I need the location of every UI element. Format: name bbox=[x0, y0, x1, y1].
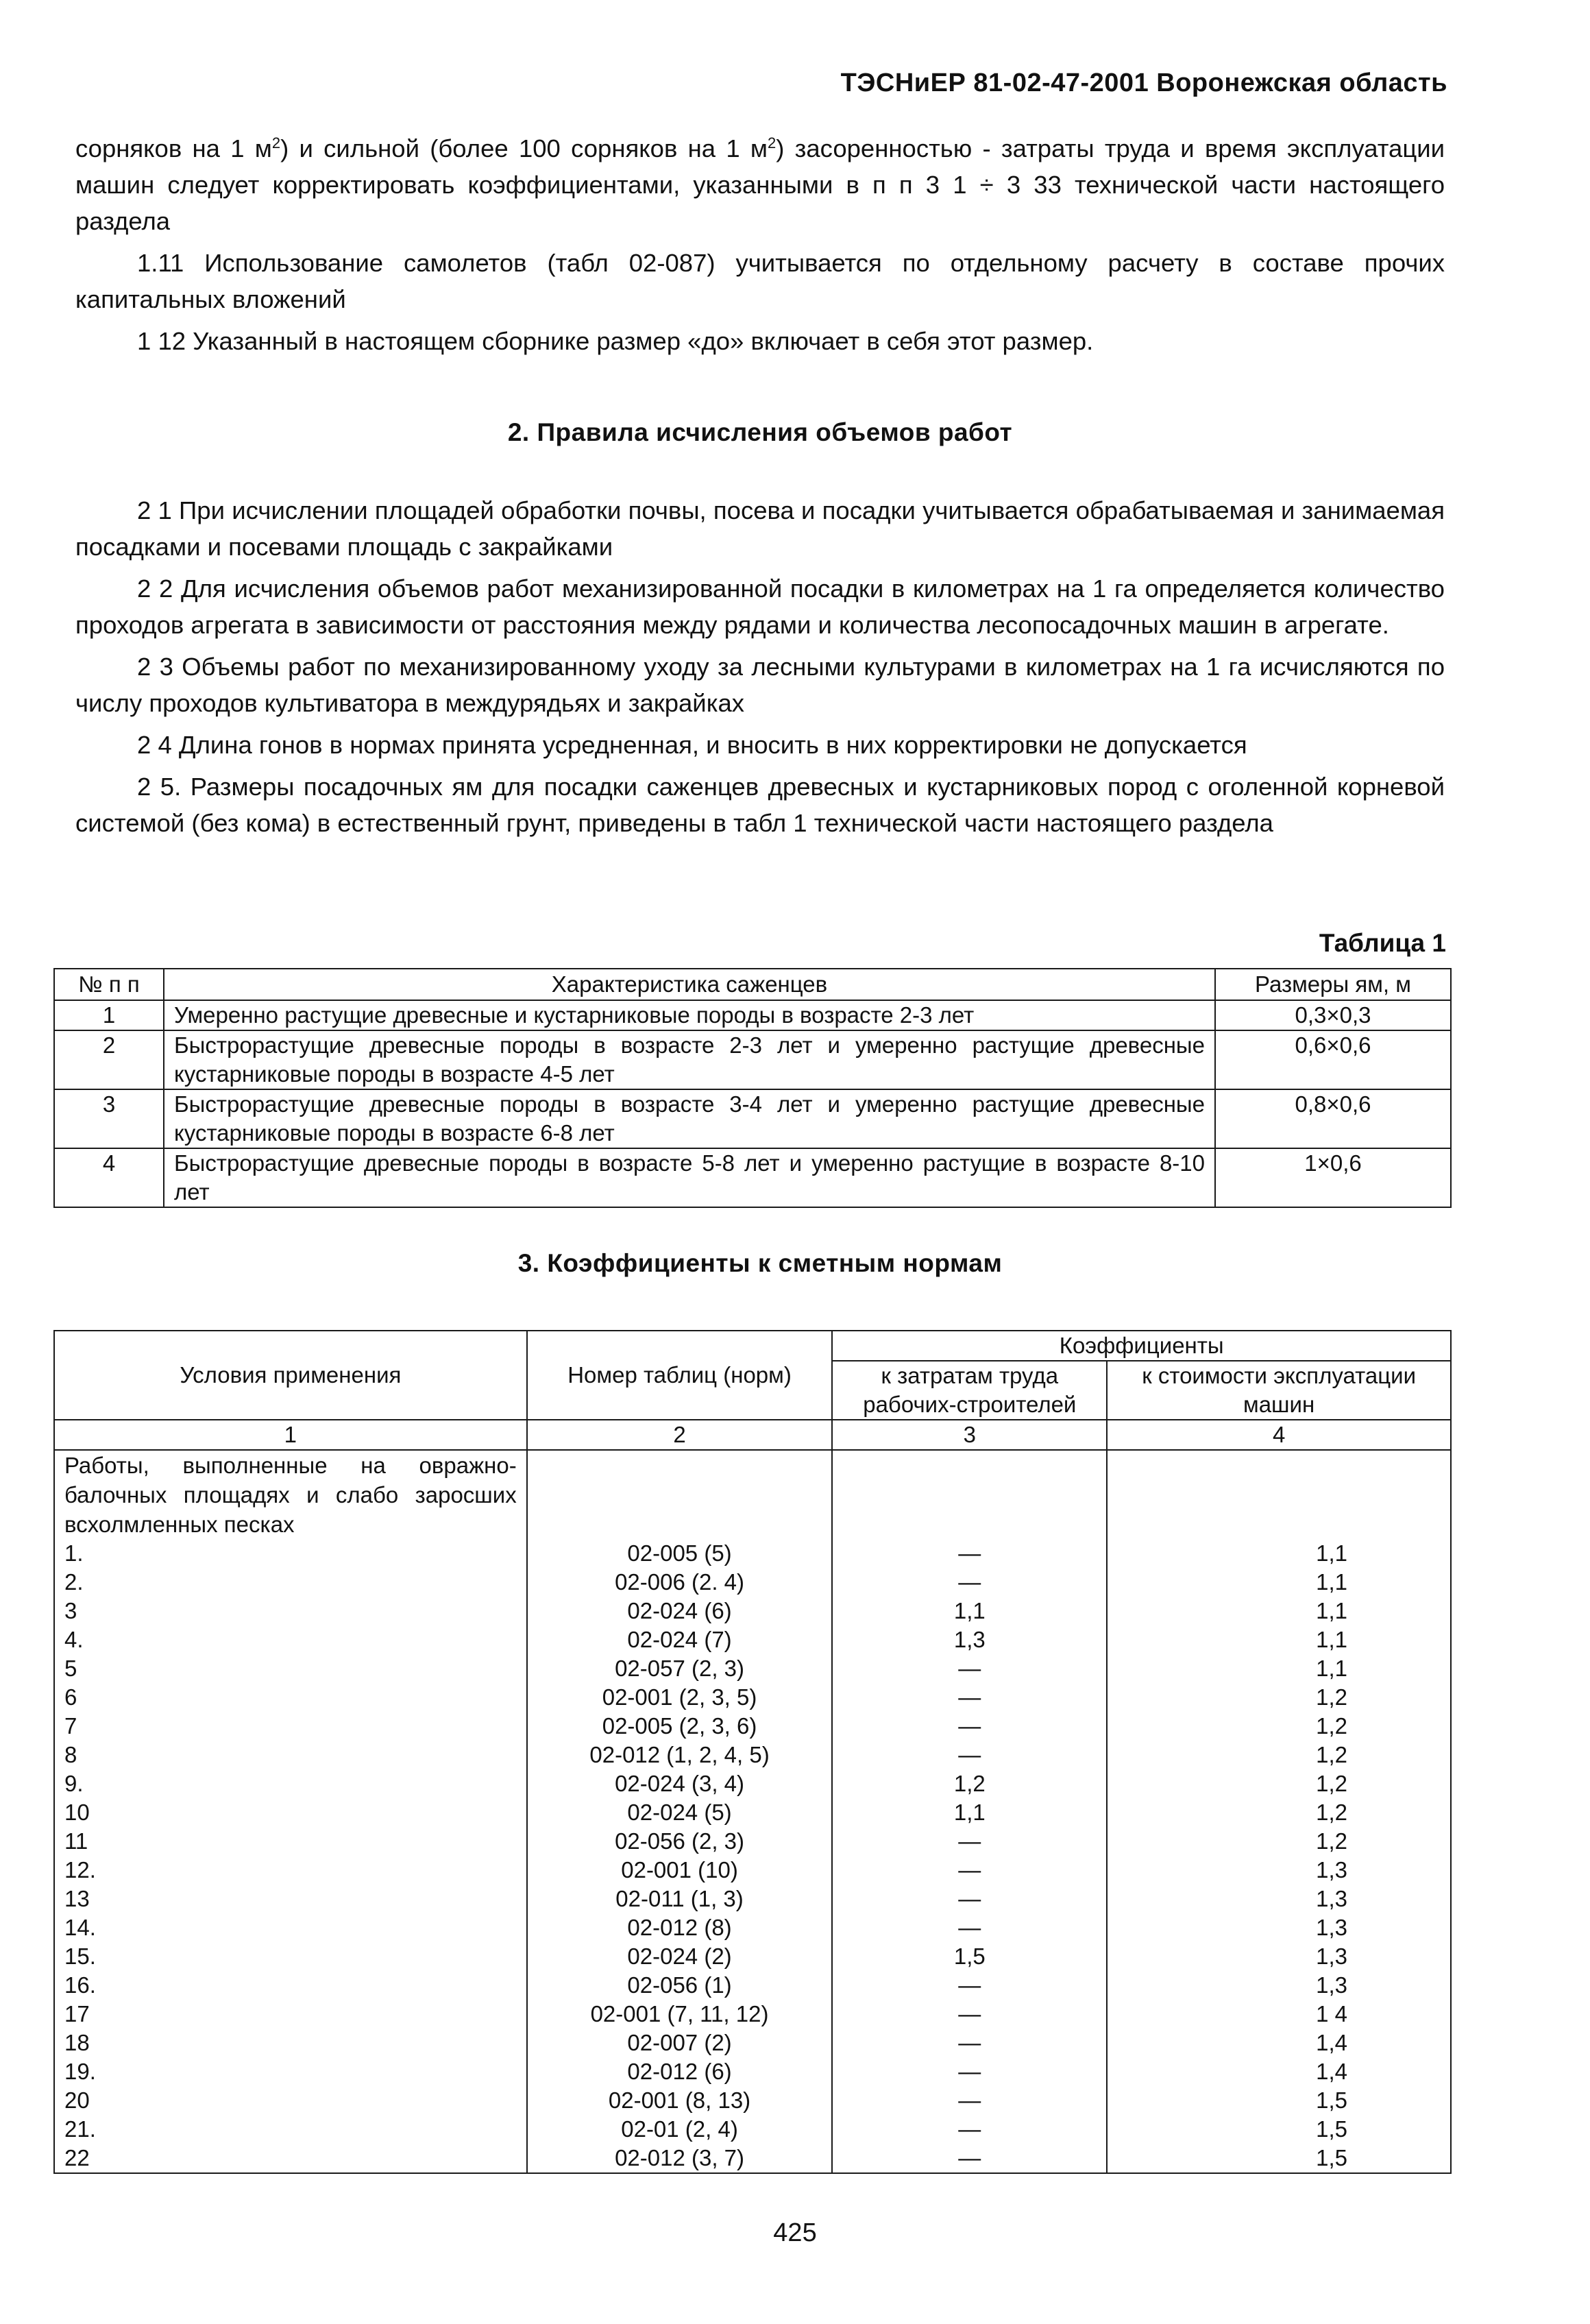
machine-coefficient: 1,1 bbox=[1107, 1568, 1451, 1597]
table-numbers: 02-024 (3, 4) bbox=[527, 1769, 833, 1798]
machine-coefficient: 1,1 bbox=[1107, 1597, 1451, 1625]
intro-paragraph-3: 1 12 Указанный в настоящем сборнике размер «до» включает в себя этот размер. bbox=[137, 327, 1094, 355]
seedling-description: Быстрорастущие древесные породы в возрасте 2-3 лет и умеренно растущие древесные кустарниковые породы в возрасте 4-5 лет bbox=[164, 1030, 1215, 1089]
machine-coefficient: 1,3 bbox=[1107, 1971, 1451, 2000]
running-header: ТЭСНиЕР 81-02-47-2001 Воронежская область bbox=[840, 69, 1447, 97]
table-numbers: 02-001 (2, 3, 5) bbox=[527, 1683, 833, 1712]
table-row bbox=[54, 1798, 1451, 1827]
group-conditions: Работы, выполненные на овражно-балочных площадях и слабо заросших всхолмленных песках bbox=[54, 1450, 527, 1539]
table-row bbox=[54, 1148, 1451, 1207]
seedling-description: Быстрорастущие древесные породы в возрасте 3-4 лет и умеренно растущие древесные кустарниковые породы в возрасте 6-8 лет bbox=[164, 1089, 1215, 1148]
table-row bbox=[54, 1654, 1451, 1683]
machine-coefficient: 1,2 bbox=[1107, 1683, 1451, 1712]
row-number: 6 bbox=[54, 1683, 527, 1712]
row-number: 16. bbox=[54, 1971, 527, 2000]
row-number: 2 bbox=[54, 1030, 164, 1089]
table-numbers: 02-01 (2, 4) bbox=[527, 2115, 833, 2144]
pit-size: 0,3×0,3 bbox=[1215, 1000, 1451, 1030]
table-1-caption: Таблица 1 bbox=[1319, 929, 1446, 957]
table-numbers: 02-005 (5) bbox=[527, 1539, 833, 1568]
table-numbers: 02-012 (6) bbox=[527, 2057, 833, 2086]
machine-coefficient: 1,4 bbox=[1107, 2057, 1451, 2086]
section-2-text bbox=[75, 492, 1445, 841]
rule-paragraph: 2 3 Объемы работ по механизированному уходу за лесными культурами в километрах на 1 га исчисляются по числу проходов культиватора в междурядьях и закрайках bbox=[75, 653, 1445, 717]
machine-coefficient: 1,2 bbox=[1107, 1712, 1451, 1741]
labor-coefficient: — bbox=[832, 1654, 1107, 1683]
machine-coefficient: 1,5 bbox=[1107, 2115, 1451, 2144]
table-numbers: 02-056 (2, 3) bbox=[527, 1827, 833, 1856]
column-index: 4 bbox=[1107, 1420, 1451, 1450]
column-header-machines: к стоимости эксплуатации машин bbox=[1107, 1361, 1451, 1420]
machine-coefficient: 1,2 bbox=[1107, 1741, 1451, 1769]
machine-coefficient: 1,3 bbox=[1107, 1942, 1451, 1971]
rule-paragraph: 2 2 Для исчисления объемов работ механизированной посадки в километрах на 1 га определяется количество проходов агрегата в зависимости от расстояния между рядами и количества лесопосадочных машин в агрегате. bbox=[75, 574, 1445, 639]
table-numbers: 02-057 (2, 3) bbox=[527, 1654, 833, 1683]
table-numbers: 02-005 (2, 3, 6) bbox=[527, 1712, 833, 1741]
table-row bbox=[54, 1712, 1451, 1741]
column-index-row bbox=[54, 1420, 1451, 1450]
row-number: 4 bbox=[54, 1148, 164, 1207]
column-header-labor: к затратам труда рабочих-строителей bbox=[832, 1361, 1107, 1420]
row-number: 3 bbox=[54, 1089, 164, 1148]
labor-coefficient: — bbox=[832, 2000, 1107, 2029]
machine-coefficient: 1,1 bbox=[1107, 1539, 1451, 1568]
machine-coefficient: 1,5 bbox=[1107, 2144, 1451, 2173]
table-row bbox=[54, 1539, 1451, 1568]
table-row bbox=[54, 1856, 1451, 1885]
labor-coefficient: — bbox=[832, 1539, 1107, 1568]
table-numbers: 02-024 (6) bbox=[527, 1597, 833, 1625]
table-row bbox=[54, 2057, 1451, 2086]
row-number: 15. bbox=[54, 1942, 527, 1971]
column-header: № п п bbox=[54, 969, 164, 1000]
labor-coefficient: — bbox=[832, 2086, 1107, 2115]
table-row bbox=[54, 2144, 1451, 2173]
labor-coefficient: — bbox=[832, 1856, 1107, 1885]
machine-coefficient: 1 4 bbox=[1107, 2000, 1451, 2029]
table-row bbox=[54, 1597, 1451, 1625]
row-number: 1. bbox=[54, 1539, 527, 1568]
table-row bbox=[54, 1942, 1451, 1971]
table-numbers: 02-011 (1, 3) bbox=[527, 1885, 833, 1913]
table-row bbox=[54, 1030, 1451, 1089]
row-number: 12. bbox=[54, 1856, 527, 1885]
machine-coefficient: 1,3 bbox=[1107, 1885, 1451, 1913]
column-index: 1 bbox=[54, 1420, 527, 1450]
row-number: 13 bbox=[54, 1885, 527, 1913]
seedling-description: Умеренно растущие древесные и кустарниковые породы в возрасте 2-3 лет bbox=[164, 1000, 1215, 1030]
row-number: 5 bbox=[54, 1654, 527, 1683]
labor-coefficient: — bbox=[832, 2115, 1107, 2144]
column-header-table-numbers: Номер таблиц (норм) bbox=[527, 1331, 833, 1420]
table-numbers: 02-007 (2) bbox=[527, 2029, 833, 2057]
intro-paragraph-2: 1.11 Использование самолетов (табл 02-087) учитывается по отдельному расчету в составе прочих капитальных вложений bbox=[75, 249, 1445, 313]
table-numbers: 02-001 (7, 11, 12) bbox=[527, 2000, 833, 2029]
machine-coefficient: 1,1 bbox=[1107, 1654, 1451, 1683]
labor-coefficient: 1,3 bbox=[832, 1625, 1107, 1654]
table-header-row bbox=[54, 969, 1451, 1000]
table-numbers: 02-024 (2) bbox=[527, 1942, 833, 1971]
group-row bbox=[54, 1450, 1451, 1539]
labor-coefficient: — bbox=[832, 1683, 1107, 1712]
seedling-description: Быстрорастущие древесные породы в возрасте 5-8 лет и умеренно растущие в возрасте 8-10 лет bbox=[164, 1148, 1215, 1207]
column-index: 3 bbox=[832, 1420, 1107, 1450]
row-number: 10 bbox=[54, 1798, 527, 1827]
labor-coefficient: — bbox=[832, 2029, 1107, 2057]
labor-coefficient: — bbox=[832, 1885, 1107, 1913]
table-row bbox=[54, 2115, 1451, 2144]
pit-size: 0,6×0,6 bbox=[1215, 1030, 1451, 1089]
coefficients-table bbox=[53, 1330, 1452, 2174]
row-number: 20 bbox=[54, 2086, 527, 2115]
intro-paragraph-1: сорняков на 1 $м^2$) и сильной (более 100 сорняков на 1 $м^2$) засоренностью - затраты труда и время эксплуатации машин следует корректировать коэффициентами, указанными в п п 3 1 ÷ 3 33 технической части настоящего раздела bbox=[75, 134, 1445, 235]
row-number: 14. bbox=[54, 1913, 527, 1942]
table-row bbox=[54, 1741, 1451, 1769]
row-number: 3 bbox=[54, 1597, 527, 1625]
table-numbers: 02-056 (1) bbox=[527, 1971, 833, 2000]
table-row bbox=[54, 1683, 1451, 1712]
intro-text bbox=[75, 130, 1445, 359]
table-numbers: 02-012 (8) bbox=[527, 1913, 833, 1942]
section-3-heading: 3. Коэффициенты к сметным нормам bbox=[517, 1249, 1003, 1277]
machine-coefficient: 1,3 bbox=[1107, 1856, 1451, 1885]
rule-paragraph: 2 1 При исчислении площадей обработки почвы, посева и посадки учитывается обрабатываемая и занимаемая посадками и посевами площадь с закрайками bbox=[75, 496, 1445, 561]
table-row bbox=[54, 2029, 1451, 2057]
machine-coefficient: 1,4 bbox=[1107, 2029, 1451, 2057]
table-numbers: 02-001 (10) bbox=[527, 1856, 833, 1885]
column-header-conditions: Условия применения bbox=[54, 1331, 527, 1420]
column-index: 2 bbox=[527, 1420, 833, 1450]
row-number: 11 bbox=[54, 1827, 527, 1856]
row-number: 17 bbox=[54, 2000, 527, 2029]
labor-coefficient: — bbox=[832, 2144, 1107, 2173]
table-row bbox=[54, 1827, 1451, 1856]
labor-coefficient: — bbox=[832, 1741, 1107, 1769]
labor-coefficient: 1,5 bbox=[832, 1942, 1107, 1971]
labor-coefficient: — bbox=[832, 1568, 1107, 1597]
table-row bbox=[54, 1971, 1451, 2000]
machine-coefficient: 1,2 bbox=[1107, 1769, 1451, 1798]
table-numbers: 02-024 (7) bbox=[527, 1625, 833, 1654]
rule-paragraph: 2 5. Размеры посадочных ям для посадки саженцев древесных и кустарниковых пород с оголенной корневой системой (без кома) в естественный грунт, приведены в табл 1 технической части настоящего раздела bbox=[75, 773, 1445, 837]
machine-coefficient: 1,5 bbox=[1107, 2086, 1451, 2115]
table-row bbox=[54, 1769, 1451, 1798]
labor-coefficient: — bbox=[832, 1827, 1107, 1856]
row-number: 19. bbox=[54, 2057, 527, 2086]
table-numbers: 02-012 (3, 7) bbox=[527, 2144, 833, 2173]
table-numbers: 02-012 (1, 2, 4, 5) bbox=[527, 1741, 833, 1769]
pit-size: 0,8×0,6 bbox=[1215, 1089, 1451, 1148]
table-row bbox=[54, 1568, 1451, 1597]
table-row bbox=[54, 1625, 1451, 1654]
rule-paragraph: 2 4 Длина гонов в нормах принята усредненная, и вносить в них корректировки не допускается bbox=[137, 731, 1247, 759]
labor-coefficient: — bbox=[832, 1971, 1107, 2000]
labor-coefficient: 1,1 bbox=[832, 1798, 1107, 1827]
row-number: 2. bbox=[54, 1568, 527, 1597]
table-numbers: 02-024 (5) bbox=[527, 1798, 833, 1827]
table-row bbox=[54, 2086, 1451, 2115]
table-numbers: 02-006 (2. 4) bbox=[527, 1568, 833, 1597]
column-header: Размеры ям, м bbox=[1215, 969, 1451, 1000]
labor-coefficient: 1,2 bbox=[832, 1769, 1107, 1798]
table-row bbox=[54, 1913, 1451, 1942]
row-number: 4. bbox=[54, 1625, 527, 1654]
table-row bbox=[54, 1885, 1451, 1913]
pit-size: 1×0,6 bbox=[1215, 1148, 1451, 1207]
row-number: 7 bbox=[54, 1712, 527, 1741]
column-header: Характеристика саженцев bbox=[164, 969, 1215, 1000]
row-number: 21. bbox=[54, 2115, 527, 2144]
section-2-heading: 2. Правила исчисления объемов работ bbox=[507, 418, 1013, 446]
row-number: 22 bbox=[54, 2144, 527, 2173]
row-number: 18 bbox=[54, 2029, 527, 2057]
table-row bbox=[54, 2000, 1451, 2029]
row-number: 1 bbox=[54, 1000, 164, 1030]
labor-coefficient: 1,1 bbox=[832, 1597, 1107, 1625]
machine-coefficient: 1,3 bbox=[1107, 1913, 1451, 1942]
table-header-row bbox=[54, 1331, 1451, 1361]
labor-coefficient: — bbox=[832, 1712, 1107, 1741]
page-number: 425 bbox=[773, 2218, 817, 2247]
table-1 bbox=[53, 968, 1452, 1208]
table-numbers: 02-001 (8, 13) bbox=[527, 2086, 833, 2115]
row-number: 8 bbox=[54, 1741, 527, 1769]
row-number: 9. bbox=[54, 1769, 527, 1798]
table-row bbox=[54, 1089, 1451, 1148]
column-header-coefficients: Коэффициенты bbox=[832, 1331, 1451, 1361]
labor-coefficient: — bbox=[832, 1913, 1107, 1942]
machine-coefficient: 1,2 bbox=[1107, 1798, 1451, 1827]
machine-coefficient: 1,2 bbox=[1107, 1827, 1451, 1856]
labor-coefficient: — bbox=[832, 2057, 1107, 2086]
table-row bbox=[54, 1000, 1451, 1030]
machine-coefficient: 1,1 bbox=[1107, 1625, 1451, 1654]
